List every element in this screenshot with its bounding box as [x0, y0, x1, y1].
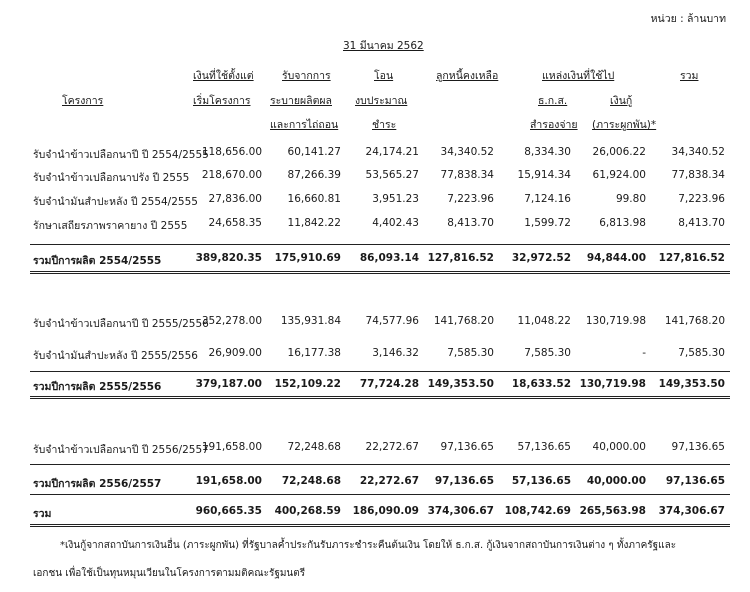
cell-value: 32,972.52 — [511, 252, 571, 264]
row-label: รับจำนำข้าวเปลือกนาปี ปี 2554/2555 — [33, 149, 209, 161]
cell-value: 26,909.00 — [208, 347, 262, 359]
footnote-line-1: *เงินกู้จากสถาบันการเงินอื่น (ภาระผูกพัน) ที่รัฐบาลค้ำประกันรับภาระชำระคืนต้นเงิน โดยให้ ธ.ก.ส. กู้เงินจากสถาบันการเงินต่าง ๆ ทั้งภาครัฐและ — [60, 540, 677, 551]
header-funding-2: เริ่มโครงการ — [193, 95, 251, 107]
cell-value: 11,048.22 — [517, 315, 571, 327]
cell-value: 8,413.70 — [678, 217, 725, 229]
rule-line — [30, 244, 730, 245]
header-baac-1: ธ.ก.ส. — [538, 95, 568, 107]
cell-value: 7,223.96 — [447, 193, 494, 205]
cell-value: 11,842.22 — [287, 217, 341, 229]
header-project: โครงการ — [62, 95, 104, 107]
cell-value: 97,136.65 — [440, 441, 494, 453]
cell-value: 186,090.09 — [352, 505, 419, 517]
cell-value: 141,768.20 — [664, 315, 725, 327]
cell-value: 191,658.00 — [201, 441, 262, 453]
rule-line — [30, 524, 730, 525]
header-loan-1: เงินกู้ — [610, 95, 633, 107]
header-debt: ลูกหนี้คงเหลือ — [436, 70, 499, 82]
cell-value: 97,136.65 — [665, 475, 725, 487]
cell-value: 57,136.65 — [517, 441, 571, 453]
cell-value: 4,402.43 — [372, 217, 419, 229]
date-title: 31 มีนาคม 2562 — [343, 40, 424, 52]
unit-note: หน่วย : ล้านบาท — [650, 13, 726, 25]
cell-value: 379,187.00 — [195, 378, 262, 390]
cell-value: 7,124.16 — [524, 193, 571, 205]
rule-line — [30, 371, 730, 372]
header-sources: แหล่งเงินที่ใช้ไป — [542, 70, 615, 82]
cell-value: 72,248.68 — [287, 441, 341, 453]
cell-value: 127,816.52 — [658, 252, 725, 264]
cell-value: 34,340.52 — [440, 146, 494, 158]
cell-value: 175,910.69 — [274, 252, 341, 264]
cell-value: 24,174.21 — [365, 146, 419, 158]
cell-value: 374,306.67 — [427, 505, 494, 517]
cell-value: 400,268.59 — [274, 505, 341, 517]
cell-value: 7,223.96 — [678, 193, 725, 205]
cell-value: 60,141.27 — [287, 146, 341, 158]
header-funding-1: เงินที่ใช้ตั้งแต่ — [193, 70, 254, 82]
cell-value: - — [642, 347, 646, 359]
cell-value: 22,272.67 — [359, 475, 419, 487]
rule-line — [30, 526, 730, 527]
cell-value: 86,093.14 — [359, 252, 419, 264]
cell-value: 24,658.35 — [208, 217, 262, 229]
cell-value: 218,670.00 — [201, 169, 262, 181]
header-budget-3: ชำระ — [372, 119, 397, 131]
cell-value: 72,248.68 — [281, 475, 341, 487]
row-label: รวมปีการผลิต 2554/2555 — [33, 255, 162, 267]
cell-value: 960,665.35 — [195, 505, 262, 517]
cell-value: 18,633.52 — [511, 378, 571, 390]
row-label: รับจำนำมันสำปะหลัง ปี 2555/2556 — [33, 350, 198, 362]
cell-value: 26,006.22 — [592, 146, 646, 158]
header-baac-2: สำรองจ่าย — [530, 119, 578, 131]
cell-value: 7,585.30 — [447, 347, 494, 359]
cell-value: 99.80 — [615, 193, 646, 205]
row-label: รับจำนำข้าวเปลือกนาปี ปี 2556/2557 — [33, 444, 209, 456]
cell-value: 265,563.98 — [579, 505, 646, 517]
cell-value: 374,306.67 — [658, 505, 725, 517]
header-received-3: และการไถ่ถอน — [270, 119, 339, 131]
cell-value: 130,719.98 — [579, 378, 646, 390]
cell-value: 135,931.84 — [280, 315, 341, 327]
cell-value: 389,820.35 — [195, 252, 262, 264]
header-budget-2: งบประมาณ — [355, 95, 408, 107]
cell-value: 7,585.30 — [524, 347, 571, 359]
rule-line — [30, 273, 730, 274]
cell-value: 191,658.00 — [195, 475, 262, 487]
header-budget-1: โอน — [374, 70, 394, 82]
cell-value: 77,838.34 — [671, 169, 725, 181]
cell-value: 77,724.28 — [359, 378, 419, 390]
row-label: รวมปีการผลิต 2556/2557 — [33, 478, 162, 490]
cell-value: 97,136.65 — [434, 475, 494, 487]
cell-value: 34,340.52 — [671, 146, 725, 158]
cell-value: 118,656.00 — [201, 146, 262, 158]
cell-value: 74,577.96 — [365, 315, 419, 327]
cell-value: 57,136.65 — [511, 475, 571, 487]
rule-line — [30, 494, 730, 495]
cell-value: 16,660.81 — [287, 193, 341, 205]
cell-value: 77,838.34 — [440, 169, 494, 181]
row-label: รวมปีการผลิต 2555/2556 — [33, 381, 162, 393]
cell-value: 149,353.50 — [427, 378, 494, 390]
cell-value: 27,836.00 — [208, 193, 262, 205]
header-received-2: ระบายผลิตผล — [270, 95, 332, 107]
row-label: รับจำนำข้าวเปลือกนาปรัง ปี 2555 — [33, 172, 190, 184]
cell-value: 61,924.00 — [592, 169, 646, 181]
cell-value: 141,768.20 — [433, 315, 494, 327]
cell-value: 352,278.00 — [201, 315, 262, 327]
footnote-line-2: เอกชน เพื่อใช้เป็นทุนหมุนเวียนในโครงการตามมติคณะรัฐมนตรี — [33, 568, 306, 579]
cell-value: 127,816.52 — [427, 252, 494, 264]
rule-line — [30, 464, 730, 465]
cell-value: 97,136.65 — [671, 441, 725, 453]
cell-value: 3,951.23 — [372, 193, 419, 205]
row-label: รวม — [33, 508, 52, 520]
cell-value: 40,000.00 — [586, 475, 646, 487]
cell-value: 1,599.72 — [524, 217, 571, 229]
cell-value: 6,813.98 — [599, 217, 646, 229]
cell-value: 130,719.98 — [585, 315, 646, 327]
cell-value: 94,844.00 — [586, 252, 646, 264]
cell-value: 149,353.50 — [658, 378, 725, 390]
header-received-1: รับจากการ — [282, 70, 331, 82]
rule-line — [30, 398, 730, 399]
cell-value: 16,177.38 — [287, 347, 341, 359]
row-label: รับจำนำข้าวเปลือกนาปี ปี 2555/2556 — [33, 318, 209, 330]
cell-value: 53,565.27 — [365, 169, 419, 181]
cell-value: 40,000.00 — [592, 441, 646, 453]
row-label: รับจำนำมันสำปะหลัง ปี 2554/2555 — [33, 196, 198, 208]
cell-value: 152,109.22 — [274, 378, 341, 390]
header-loan-2: (ภาระผูกพัน)* — [592, 119, 657, 131]
cell-value: 22,272.67 — [365, 441, 419, 453]
cell-value: 7,585.30 — [678, 347, 725, 359]
cell-value: 3,146.32 — [372, 347, 419, 359]
cell-value: 15,914.34 — [517, 169, 571, 181]
cell-value: 108,742.69 — [504, 505, 571, 517]
row-label: รักษาเสถียรภาพราคายาง ปี 2555 — [33, 220, 188, 232]
cell-value: 8,413.70 — [447, 217, 494, 229]
header-total: รวม — [680, 70, 699, 82]
cell-value: 8,334.30 — [524, 146, 571, 158]
cell-value: 87,266.39 — [287, 169, 341, 181]
